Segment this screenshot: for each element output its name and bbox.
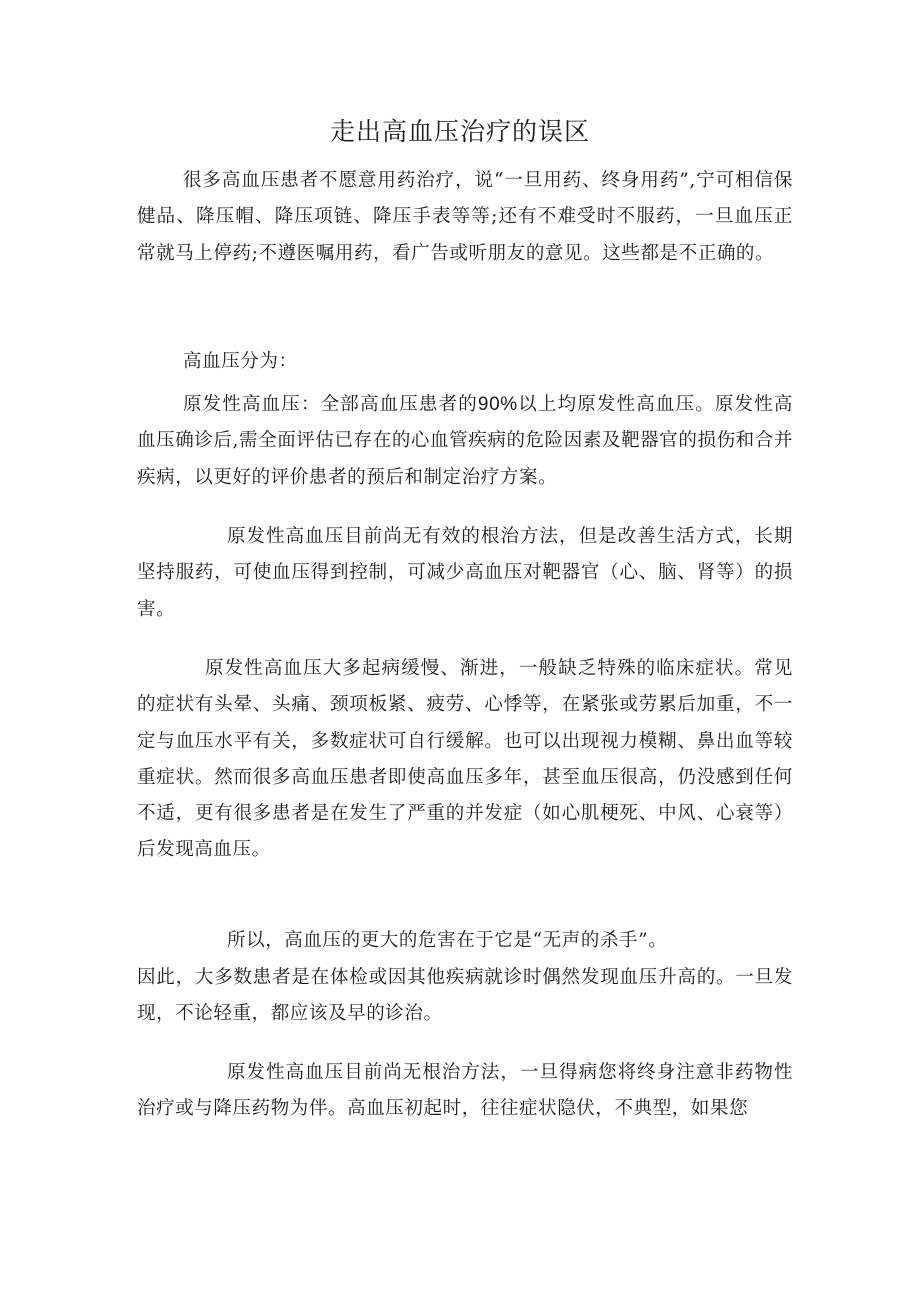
paragraph-no-cure-lifestyle: 原发性高血压目前尚无有效的根治方法，但是改善生活方式，长期坚持服药，可使血压得到控制，可减少高血压对靶器官（心、脑、肾等）的损害。: [137, 526, 793, 620]
primary-text-before: 原发性高血压：全部高血压患者的: [183, 394, 478, 415]
paragraph-symptoms: 原发性高血压大多起病缓慢、渐进，一般缺乏特殊的临床症状。常见的症状有头晕、头痛、颈项板紧、疲劳、心悸等，在紧张或劳累后加重，不一定与血压水平有关，多数症状可自行缓解。也可以出现视力模糊、鼻出血等较重症状。然而很多高血压患者即使高血压多年，甚至血压很高，仍没感到任何不适，更有很多患者是在发生了严重的并发症（如心肌梗死、中风、心衰等）后发现高血压。: [137, 658, 793, 861]
paragraph-patient-misconceptions: 很多高血压患者不愿意用药治疗，说“一旦用药、终身用药”,宁可相信保健品、降压帽、降压项链、降压手表等等;还有不难受时不服药，一旦血压正常就马上停药;不遵医嘱用药，看广告或听朋友的意见。这些都是不正确的。: [137, 170, 793, 264]
paragraph-lifelong-treatment: 原发性高血压目前尚无根治方法，一旦得病您将终身注意非药物性治疗或与降压药物为伴。高血压初起时，往往症状隐伏，不典型，如果您: [137, 1062, 793, 1120]
paragraph-silent-killer: 所以，高血压的更大的危害在于它是“无声的杀手”。: [227, 930, 668, 951]
document-title: 走出高血压治疗的误区: [329, 117, 590, 146]
paragraph-classification-heading: 高血压分为：: [183, 351, 298, 372]
primary-percent: 90%: [477, 394, 518, 415]
primary-text-after: 以上均原发性高血压。原发性高血压确诊后,需全面评估已存在的心血管疾病的危险因素及靶器官的损伤和合并疾病，以更好的评价患者的预后和制定治疗方案。: [137, 394, 793, 488]
paragraph-early-diagnosis: 因此，大多数患者是在体检或因其他疾病就诊时偶然发现血压升高的。一旦发现，不论轻重，都应该及早的诊治。: [137, 967, 793, 1025]
paragraph-primary-hypertension: [137, 387, 793, 496]
